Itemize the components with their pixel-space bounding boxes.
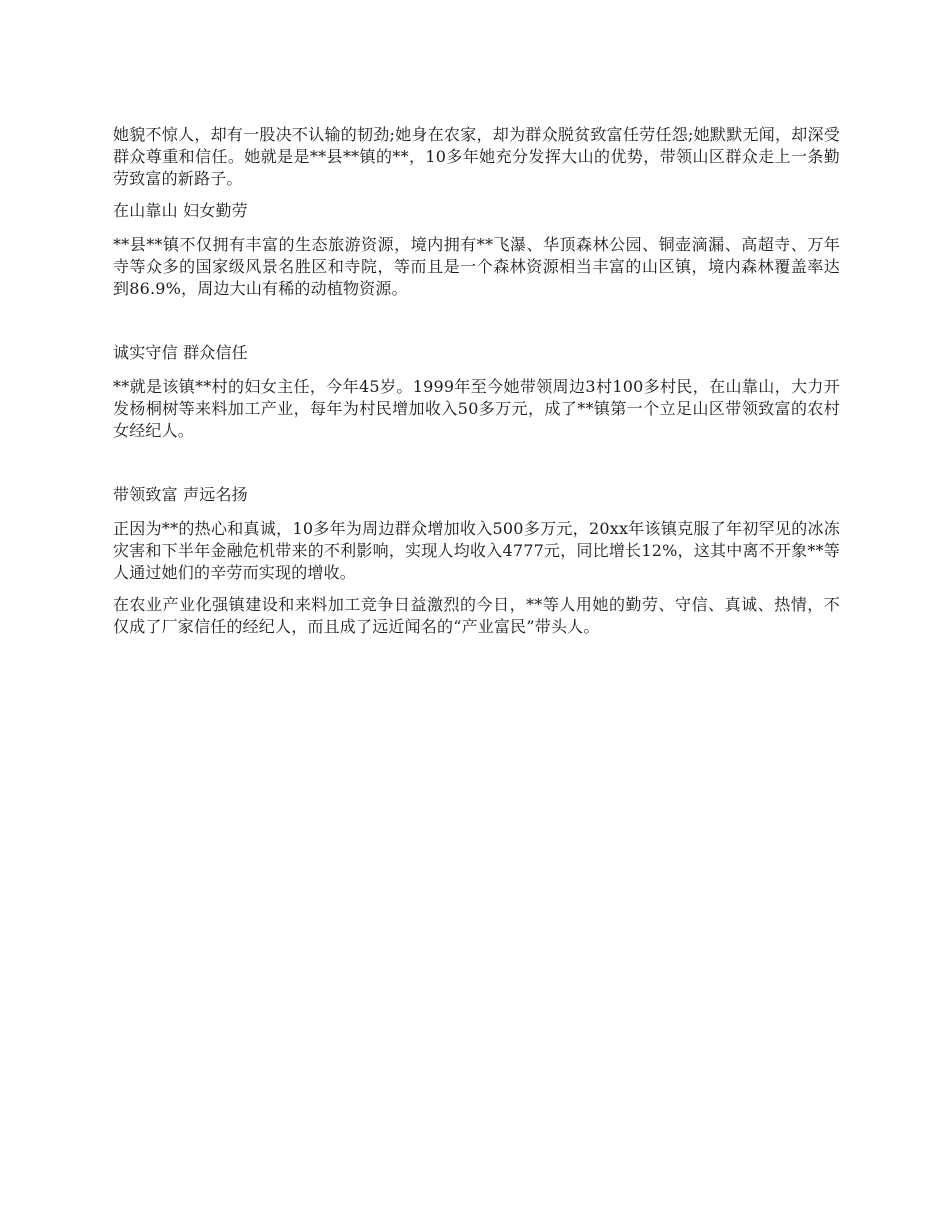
section-1-paragraph-1: **县**镇不仅拥有丰富的生态旅游资源，境内拥有**飞瀑、华顶森林公园、铜壶滴漏、高超寺、万年寺等众多的国家级风景名胜区和寺院，等而且是一个森林资源相当丰富的山区镇，境内森林覆盖率达到86.9%，周边大山有稀的动植物资源。 bbox=[113, 235, 840, 298]
intro-paragraph: 她貌不惊人，却有一股决不认输的韧劲;她身在农家，却为群众脱贫致富任劳任怨;她默默无闻，却深受群众尊重和信任。她就是是**县**镇的**，10多年她充分发挥大山的优势，带领山区群众走上一条勤劳致富的新路子。 bbox=[113, 125, 840, 188]
section-2-paragraph-1: **就是该镇**村的妇女主任，今年45岁。1999年至今她带领周边3村100多村民，在山靠山，大力开发杨桐树等来料加工产业，每年为村民增加收入50多万元，成了**镇第一个立足山区带领致富的农村女经纪人。 bbox=[113, 377, 840, 440]
section-heading-1: 在山靠山 妇女勤劳 bbox=[113, 201, 248, 220]
document-body bbox=[113, 124, 840, 638]
section-heading-2: 诚实守信 群众信任 bbox=[113, 343, 248, 362]
section-3-paragraph-2: 在农业产业化强镇建设和来料加工竞争日益激烈的今日，**等人用她的勤劳、守信、真诚、热情，不仅成了厂家信任的经纪人，而且成了远近闻名的“产业富民”带头人。 bbox=[113, 595, 840, 636]
section-heading-3: 带领致富 声远名扬 bbox=[113, 485, 248, 504]
section-3-paragraph-1: 正因为**的热心和真诚，10多年为周边群众增加收入500多万元，20xx年该镇克服了年初罕见的冰冻灾害和下半年金融危机带来的不利影响，实现人均收入4777元，同比增长12%，这其中离不开象**等人通过她们的辛劳而实现的增收。 bbox=[113, 519, 840, 582]
